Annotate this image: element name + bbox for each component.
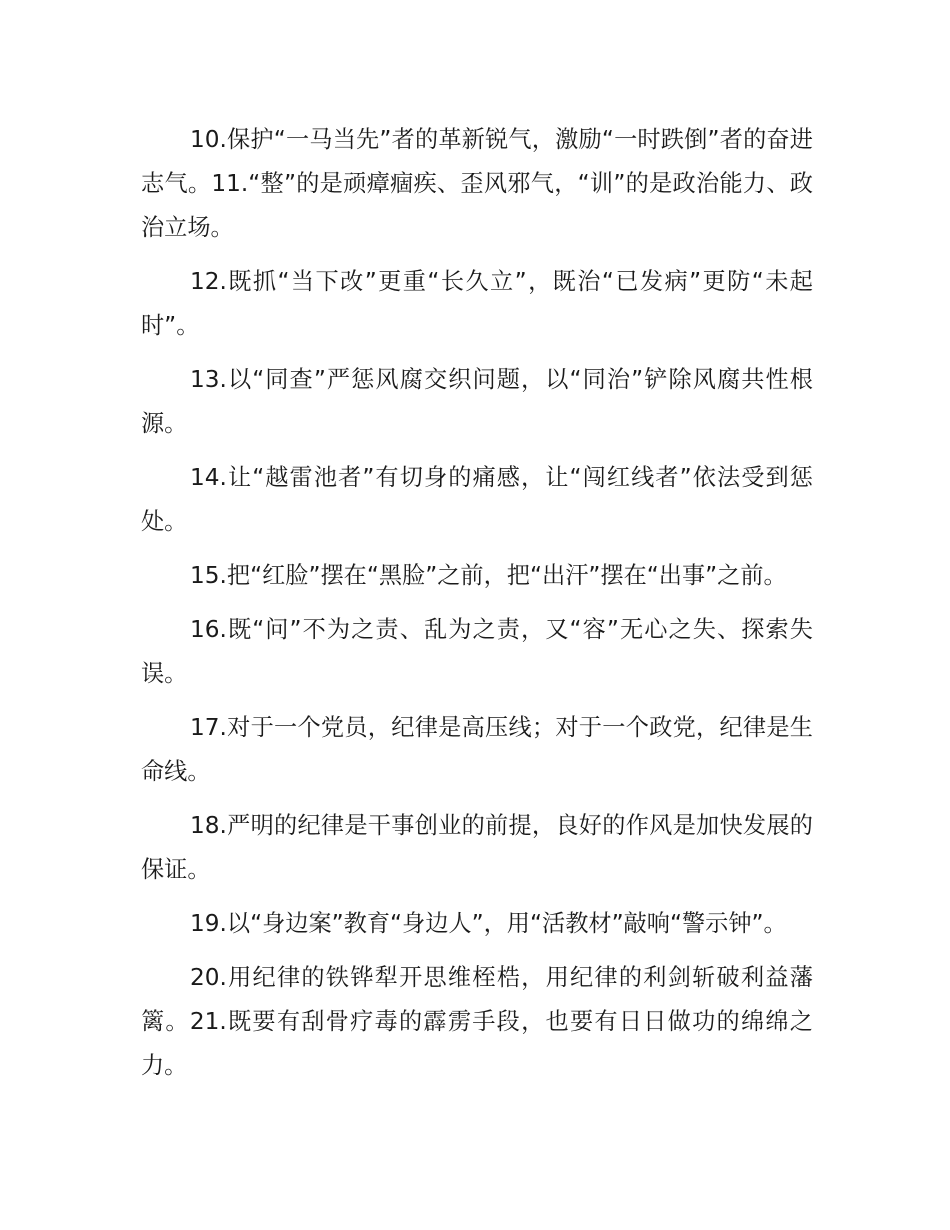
paragraph-15: 15.把“红脸”摆在“黑脸”之前，把“出汗”摆在“出事”之前。 (190, 562, 787, 589)
paragraph-18: 18.严明的纪律是干事创业的前提，良好的作风是加快发展的保证。 (141, 812, 813, 883)
paragraph-20-21: 20.用纪律的铁铧犁开思维桎梏，用纪律的利剑斩破利益藩篱。21.既要有刮骨疗毒的霹雳手段，也要有日日做功的绵绵之力。 (141, 964, 813, 1079)
paragraph-13: 13.以“同查”严惩风腐交织问题，以“同治”铲除风腐共性根源。 (141, 366, 813, 437)
paragraph-19: 19.以“身边案”教育“身边人”，用“活教材”敲响“警示钟”。 (190, 910, 787, 937)
paragraph-12: 12.既抓“当下改”更重“长久立”，既治“已发病”更防“未起时”。 (141, 268, 813, 339)
paragraph-14: 14.让“越雷池者”有切身的痛感，让“闯红线者”依法受到惩处。 (141, 464, 813, 535)
paragraph-16: 16.既“问”不为之责、乱为之责，又“容”无心之失、探索失误。 (141, 616, 813, 687)
paragraph-10-11: 10.保护“一马当先”者的革新锐气，激励“一时跌倒”者的奋进志气。11.“整”的是顽瘴痼疾、歪风邪气，“训”的是政治能力、政治立场。 (141, 126, 813, 241)
document-body (141, 118, 813, 1098)
paragraph-17: 17.对于一个党员，纪律是高压线；对于一个政党，纪律是生命线。 (141, 714, 813, 785)
